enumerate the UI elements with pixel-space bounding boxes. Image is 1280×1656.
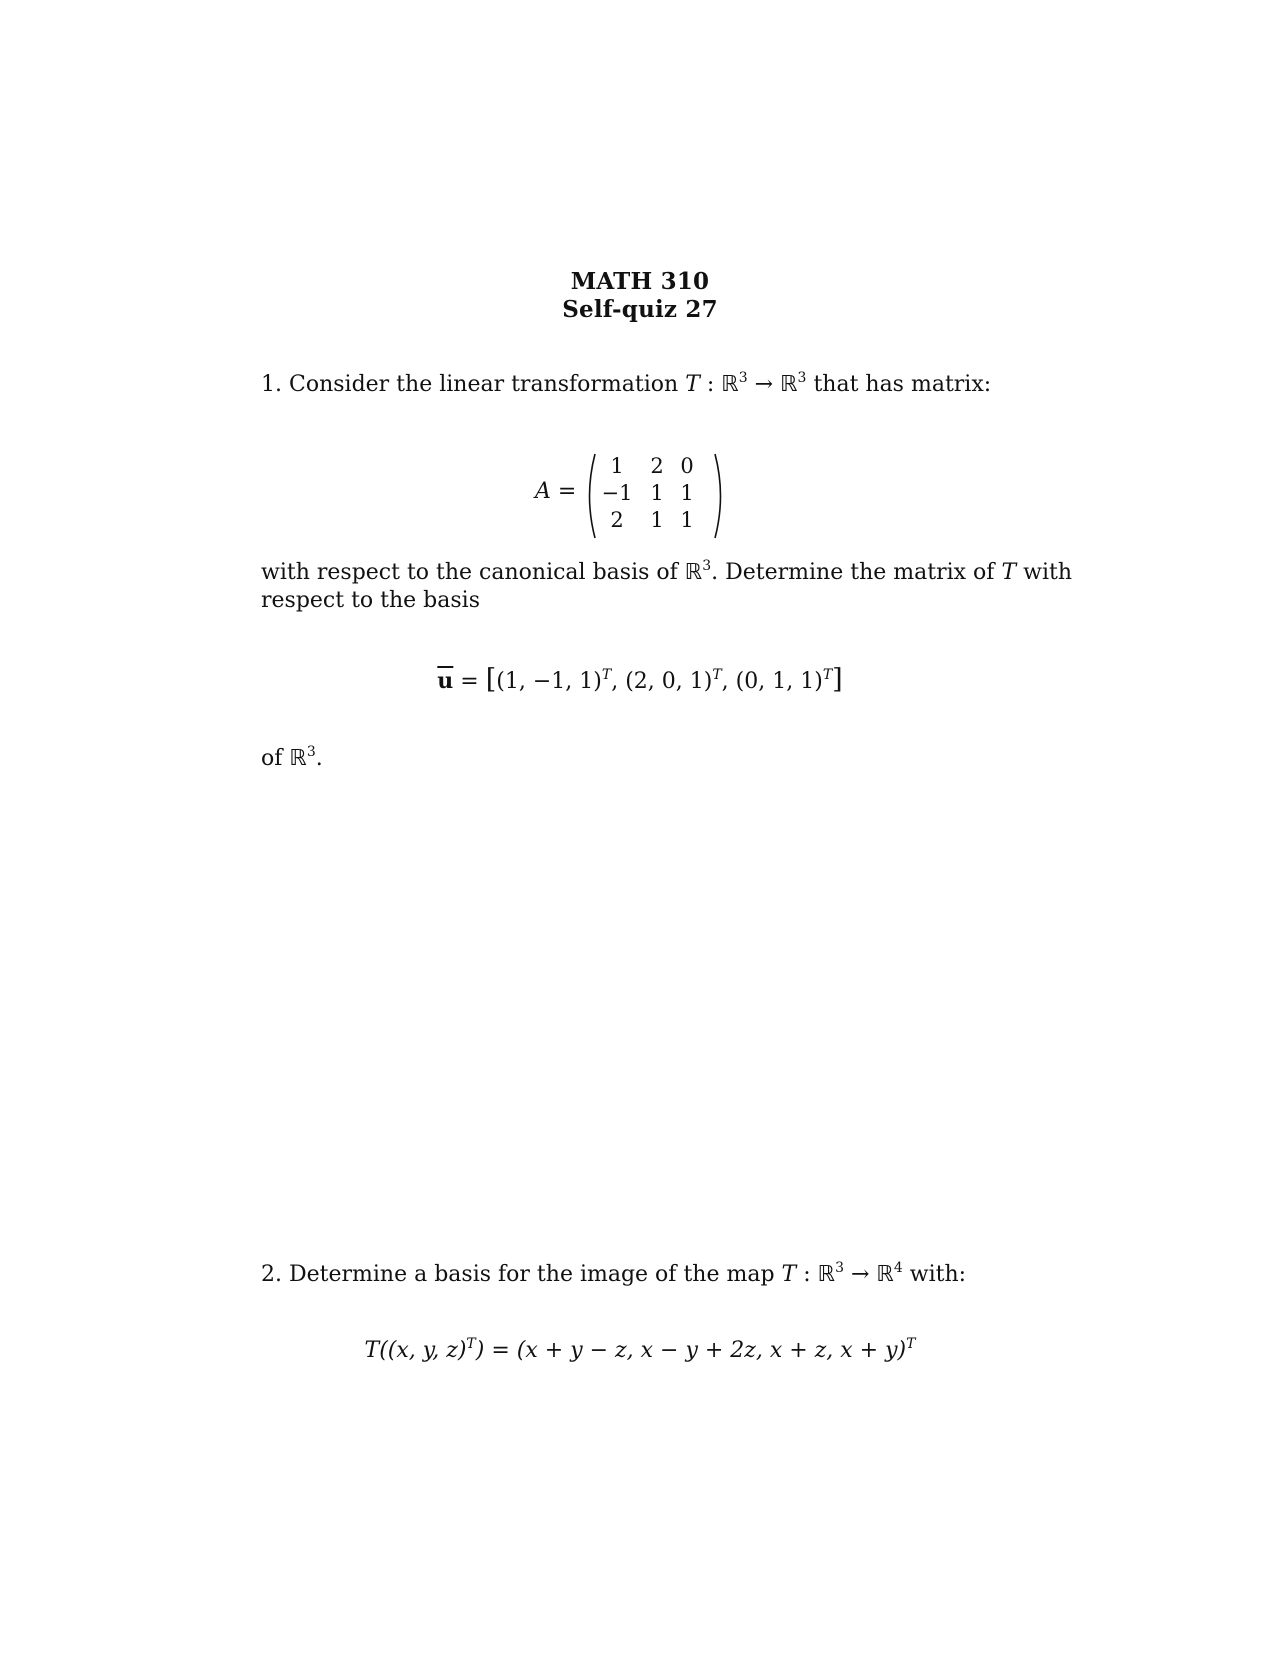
basis-vector: (0, 1, 1) — [735, 669, 823, 694]
problem1-closing: of ℝ$^3$. — [261, 744, 323, 771]
problem1-number: 1. — [261, 372, 282, 397]
right-paren — [713, 452, 727, 540]
matrix-lhs: A = — [535, 479, 577, 504]
basis-symbol: $\overline{u}$ — [437, 668, 454, 694]
left-paren — [583, 452, 597, 540]
matrix-cell: 1 — [680, 508, 694, 532]
problem1-line2: with respect to the canonical basis of ℝ$^3$. Determine the matrix of T with — [261, 558, 1073, 585]
problem1-line3: respect to the basis — [261, 588, 481, 613]
problem1-intro-tail: that has matrix: — [813, 372, 992, 397]
problem2-intro — [261, 1260, 966, 1290]
problem2-intro-text: Determine a basis for the image of the map — [289, 1262, 775, 1287]
problem2-map: T : ℝ$^3$ → ℝ$^4$ — [781, 1260, 903, 1287]
matrix-cell: 2 — [610, 508, 624, 532]
quiz-title: Self-quiz 27 — [562, 296, 718, 323]
problem1-intro-text: Consider the linear transformation — [289, 372, 679, 397]
course-title: MATH 310 — [570, 268, 710, 295]
problem2-formula: T((x, y, z)$^T$) = (x + y − z, x − y + 2z, x + z, x + y)$^T$ — [364, 1336, 916, 1363]
matrix-cell: −1 — [601, 481, 633, 505]
matrix-cell: 0 — [680, 454, 694, 478]
matrix-cell: 1 — [650, 508, 664, 532]
basis-equation: $\overline{u} = [(1$, −1, 1)$^T$, (2, 0, 1)$^T$, (0, 1, 1)$^T$] — [437, 664, 843, 695]
problem1-map: T : ℝ$^3$ → ℝ$^3$ — [685, 370, 807, 397]
matrix-cell: 1 — [650, 481, 664, 505]
problem1-intro — [261, 370, 991, 400]
problem2-intro-tail: with: — [909, 1262, 967, 1287]
basis-vector: (2, 0, 1) — [625, 669, 713, 694]
matrix-cell: 1 — [680, 481, 694, 505]
problem2-number: 2. — [261, 1262, 282, 1287]
matrix-cell: 1 — [610, 454, 624, 478]
basis-vector: (1, −1, 1) — [496, 669, 602, 694]
matrix-cell: 2 — [650, 454, 664, 478]
